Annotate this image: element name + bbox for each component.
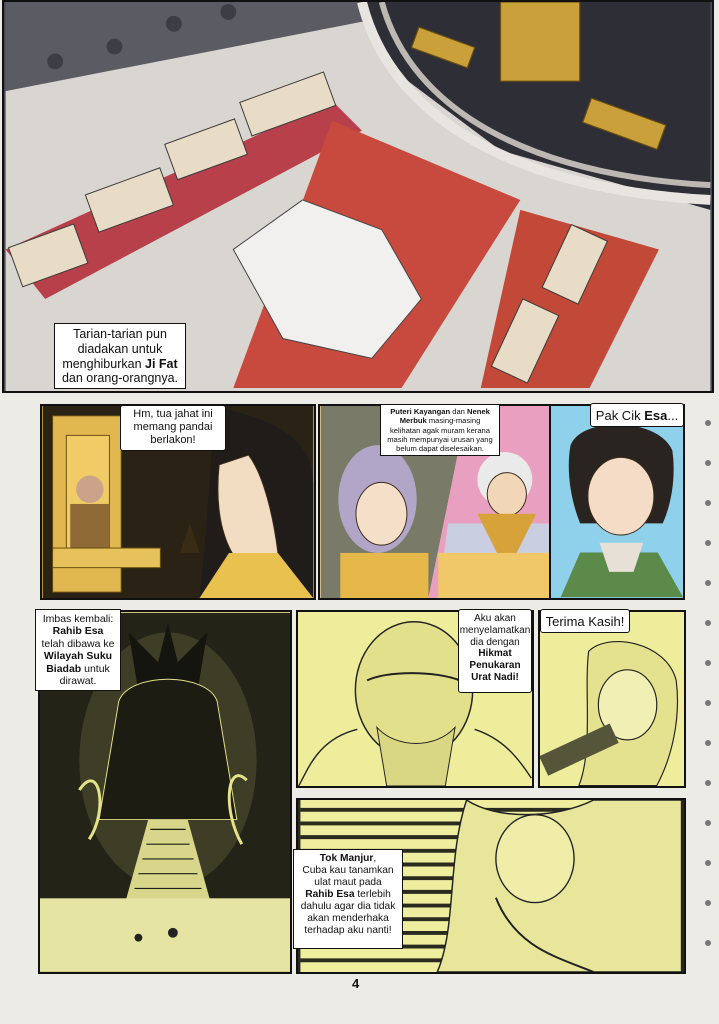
bubble-save-skill3: Urat Nadi! — [471, 671, 519, 683]
panel-young-man — [549, 404, 685, 600]
caption-dance-name: Ji Fat — [145, 356, 178, 371]
page-number: 4 — [352, 976, 360, 991]
panel-thanks — [538, 610, 686, 788]
bubble-actor-line1: Hm, tua jahat ini — [133, 408, 213, 420]
bubble-save-line3: dia dengan — [470, 636, 520, 648]
caption-order-comma: , — [373, 853, 377, 864]
bubble-save-skill1: Hikmat — [478, 648, 512, 660]
bubble-pak-cik-name: Esa — [644, 408, 668, 423]
caption-order-name1: Tok Manjur — [319, 853, 374, 864]
caption-name-princess: Puteri Kayangan — [390, 407, 451, 416]
young-man-artwork — [551, 406, 683, 598]
caption-order-line5: dahulu agar dia tidak — [300, 901, 396, 913]
caption-name-merbuk: Merbuk — [399, 416, 427, 426]
caption-flashback-line1: Imbas kembali: — [42, 613, 114, 625]
caption-order-name2: Rahib Esa — [305, 889, 355, 901]
caption-dance-line1: Tarian-tarian pun — [73, 327, 167, 341]
caption-flashback-place2: Biadab — [46, 662, 82, 675]
bubble-actor-line3: berlakon! — [150, 433, 196, 446]
bubble-save-line2: menyelamatkan — [459, 624, 531, 636]
caption-princess-line3: kelihatan agak muram kerana — [389, 425, 491, 435]
caption-order — [293, 849, 403, 949]
caption-flashback-for: untuk — [81, 662, 110, 675]
caption-order-first: terlebih — [354, 889, 391, 901]
caption-and: dan — [450, 407, 468, 416]
bubble-thanks — [540, 609, 630, 633]
caption-order-line6: akan menderhaka — [307, 913, 389, 925]
caption-name-nenek: Nenek — [467, 407, 490, 416]
caption-dance — [54, 323, 186, 389]
caption-princess-line4: masih mempunyai urusan yang — [387, 434, 493, 444]
caption-flashback-line3: telah dibawa ke — [41, 637, 115, 650]
caption-order-line3: ulat maut pada — [314, 877, 382, 889]
bubble-save-skill2: Penukaran — [469, 660, 521, 672]
bubble-actor-remark — [120, 405, 226, 451]
caption-order-line7: terhadap aku nanti! — [304, 925, 392, 937]
bubble-save-line1: Aku akan — [474, 613, 516, 624]
caption-dance-line2: diadakan untuk — [77, 341, 163, 356]
caption-flashback — [35, 609, 121, 691]
caption-flashback-line6: dirawat. — [59, 674, 97, 687]
caption-flashback-name: Rahib Esa — [52, 625, 104, 638]
binder-rings — [701, 400, 713, 960]
caption-flashback-place1: Wilayah Suku — [43, 650, 113, 663]
bubble-pak-cik — [590, 403, 684, 427]
caption-dance-line3: menghiburkan — [62, 356, 146, 371]
thanks-artwork — [540, 612, 684, 786]
bubble-actor-line2: memang pandai — [133, 420, 213, 433]
bubble-pak-cik-text: Pak Cik — [595, 408, 645, 423]
caption-dance-line4: dan orang-orangnya. — [61, 371, 179, 386]
caption-princess-elder — [380, 404, 500, 456]
bubble-save-him — [458, 609, 532, 693]
caption-order-line2: Cuba kau tanamkan — [302, 865, 394, 877]
caption-princess-line5: belum dapat diselesaikan. — [396, 444, 484, 453]
bubble-pak-cik-ellipsis: ... — [667, 408, 679, 423]
caption-each: masing-masing — [426, 416, 481, 426]
bubble-thanks-text: Terima Kasih! — [545, 614, 625, 629]
